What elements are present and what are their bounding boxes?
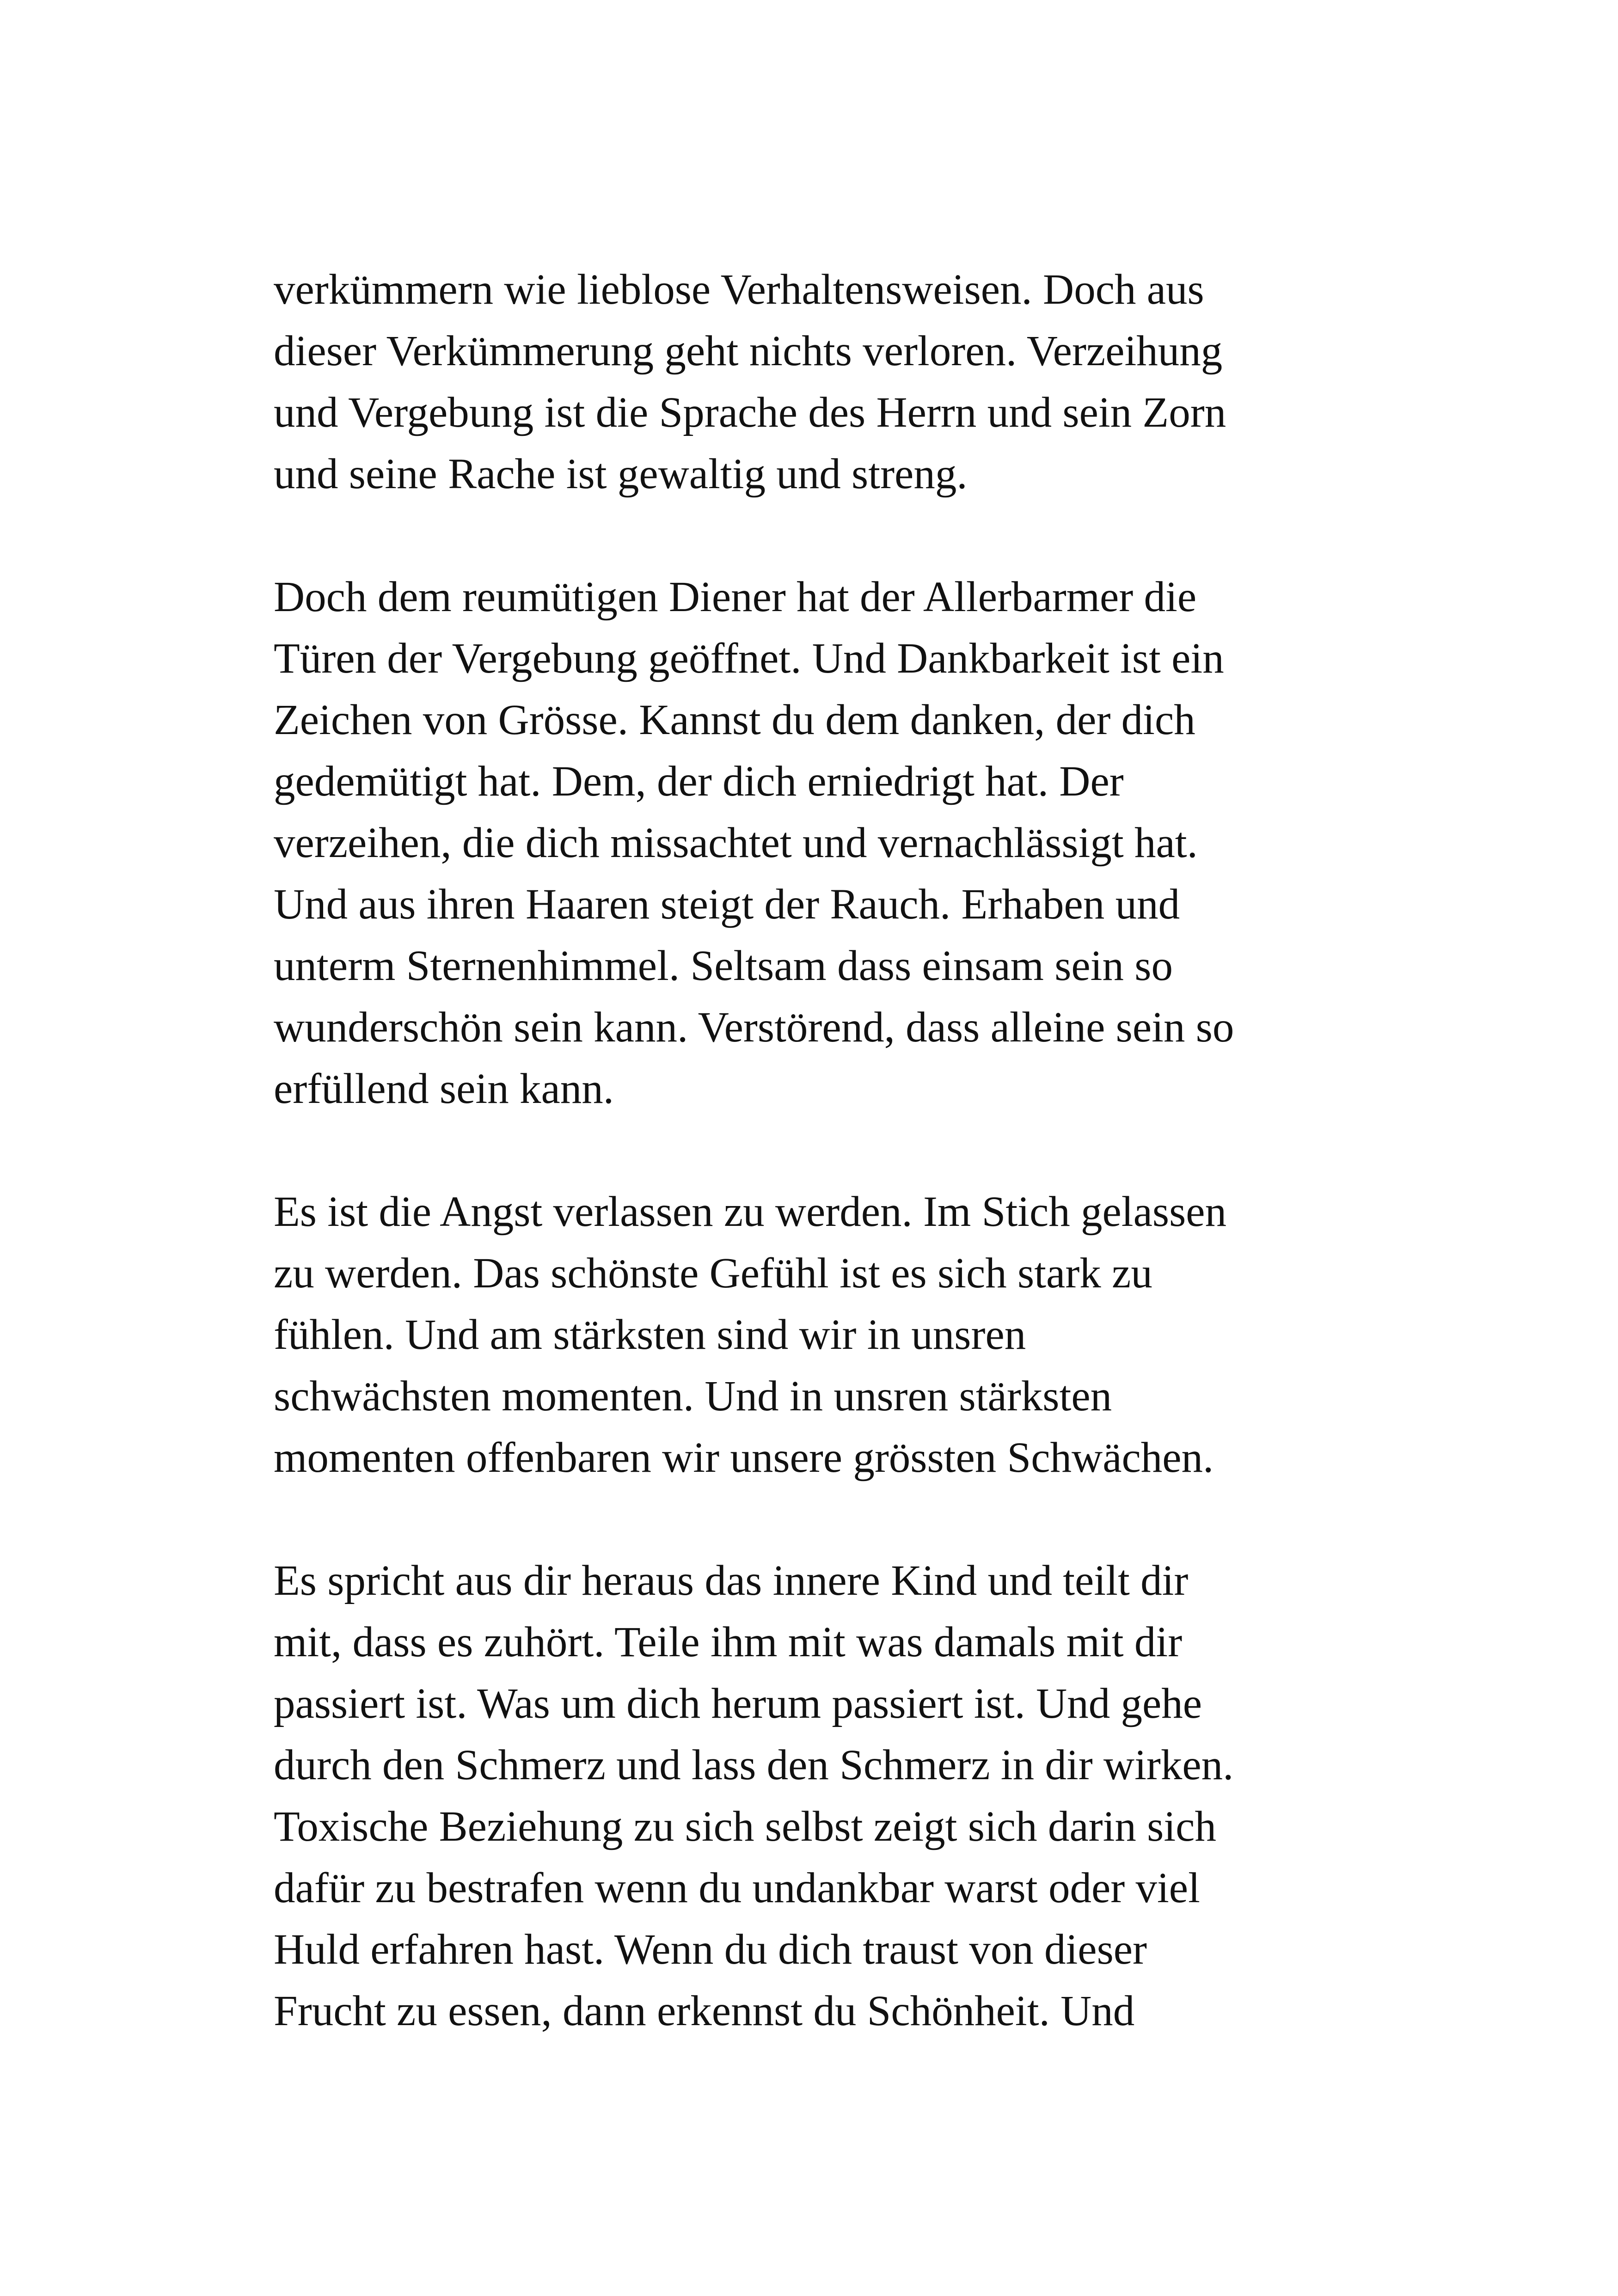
text-line: erfüllend sein kann. bbox=[274, 1065, 614, 1113]
text-line: Toxische Beziehung zu sich selbst zeigt sich darin sich bbox=[274, 1803, 1216, 1850]
paragraph bbox=[274, 1550, 1392, 2042]
text-line: mit, dass es zuhört. Teile ihm mit was damals mit dir bbox=[274, 1618, 1183, 1666]
text-line: schwächsten momenten. Und in unsren stärksten bbox=[274, 1372, 1112, 1420]
text-line: passiert ist. Was um dich herum passiert ist. Und gehe bbox=[274, 1680, 1202, 1727]
text-line: Türen der Vergebung geöffnet. Und Dankbarkeit ist ein bbox=[274, 635, 1224, 682]
text-line: durch den Schmerz und lass den Schmerz in dir wirken. bbox=[274, 1741, 1234, 1789]
text-line: unterm Sternenhimmel. Seltsam dass einsam sein so bbox=[274, 942, 1173, 990]
text-line: Huld erfahren hast. Wenn du dich traust von dieser bbox=[274, 1926, 1147, 1973]
body-text bbox=[274, 259, 1392, 2103]
text-line: Es spricht aus dir heraus das innere Kind und teilt dir bbox=[274, 1557, 1189, 1604]
text-line: Zeichen von Grösse. Kannst du dem danken, der dich bbox=[274, 696, 1195, 744]
text-line: und seine Rache ist gewaltig und streng. bbox=[274, 450, 968, 498]
paragraph bbox=[274, 1181, 1392, 1488]
text-line: verkümmern wie lieblose Verhaltensweisen. Doch aus bbox=[274, 266, 1204, 313]
paragraph bbox=[274, 566, 1392, 1120]
text-line: wunderschön sein kann. Verstörend, dass alleine sein so bbox=[274, 1004, 1234, 1051]
text-line: dieser Verkümmerung geht nichts verloren. Verzeihung bbox=[274, 327, 1223, 375]
text-line: verzeihen, die dich missachtet und vernachlässigt hat. bbox=[274, 819, 1198, 867]
text-line: gedemütigt hat. Dem, der dich erniedrigt hat. Der bbox=[274, 758, 1124, 805]
text-line: fühlen. Und am stärksten sind wir in unsren bbox=[274, 1311, 1026, 1359]
text-line: und Vergebung ist die Sprache des Herrn und sein Zorn bbox=[274, 389, 1226, 436]
text-line: momenten offenbaren wir unsere grössten Schwächen. bbox=[274, 1434, 1214, 1482]
text-line: Und aus ihren Haaren steigt der Rauch. Erhaben und bbox=[274, 881, 1180, 928]
text-line: zu werden. Das schönste Gefühl ist es sich stark zu bbox=[274, 1249, 1152, 1297]
text-line: Es ist die Angst verlassen zu werden. Im Stich gelassen bbox=[274, 1188, 1227, 1236]
text-line: Frucht zu essen, dann erkennst du Schönheit. Und bbox=[274, 1987, 1135, 2035]
paragraph bbox=[274, 259, 1392, 505]
text-line: Doch dem reumütigen Diener hat der Allerbarmer die bbox=[274, 573, 1197, 621]
text-line: dafür zu bestrafen wenn du undankbar warst oder viel bbox=[274, 1864, 1200, 1912]
